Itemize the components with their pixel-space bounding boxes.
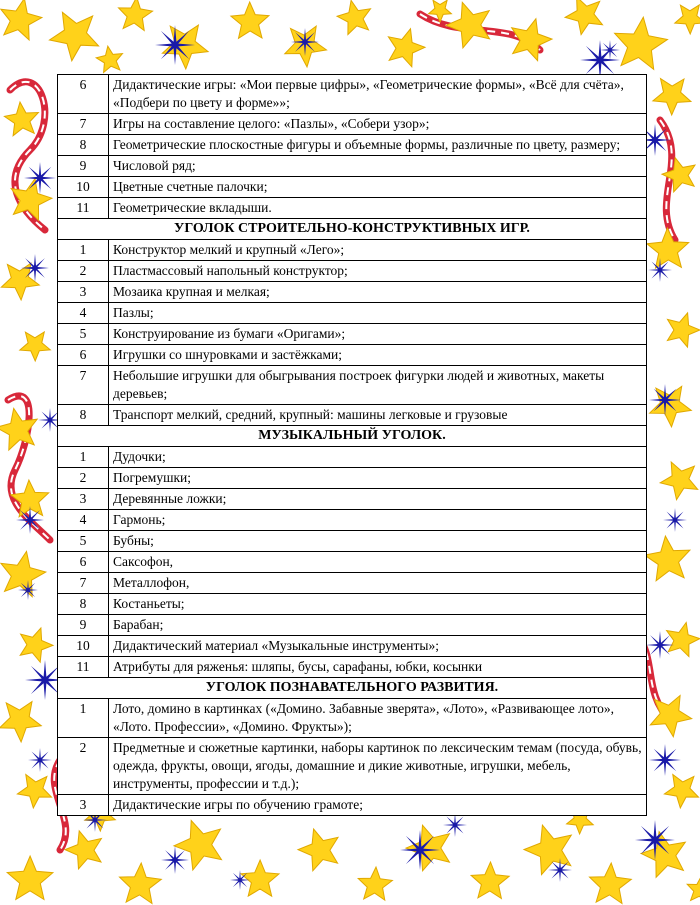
table-row [58,405,647,426]
item-text: Костаньеты; [109,594,647,615]
item-text: Бубны; [109,531,647,552]
item-text: Игры на составление целого: «Пазлы», «Собери узор»; [109,114,647,135]
gold-star-icon [615,17,668,69]
item-text: Игрушки со шнуровками и застёжками; [109,345,647,366]
table-row [58,345,647,366]
item-number: 1 [58,240,109,261]
gold-star-icon [50,12,99,61]
table-row [58,510,647,531]
item-number: 9 [58,156,109,177]
item-number: 9 [58,615,109,636]
blue-sparkle-icon [291,28,319,56]
item-text: Металлофон, [109,573,647,594]
item-text: Саксофон, [109,552,647,573]
item-number: 2 [58,468,109,489]
item-text: Пазлы; [109,303,647,324]
section-heading: УГОЛОК ПОЗНАВАТЕЛЬНОГО РАЗВИТИЯ. [58,678,647,699]
blue-sparkle-icon [548,858,572,882]
blue-sparkle-icon [24,162,56,194]
item-text: Небольшие игрушки для обыгрывания построек фигурки людей и животных, макеты деревьев; [109,366,647,405]
gold-star-icon [298,829,338,871]
table-row [58,573,647,594]
blue-sparkle-icon [16,506,44,534]
item-number: 5 [58,531,109,552]
gold-star-icon [162,25,208,69]
table-row [58,636,647,657]
inventory-table [57,74,647,816]
gold-star-icon [17,775,51,808]
item-number: 1 [58,447,109,468]
table-row [58,489,647,510]
table-row [58,177,647,198]
table-row [58,282,647,303]
blue-sparkle-icon [649,744,681,776]
gold-star-icon [524,825,571,875]
gold-star-icon [119,0,153,31]
table-row [58,531,647,552]
table-row [58,114,647,135]
section-heading-row [58,426,647,447]
gold-star-icon [565,0,602,35]
gold-star-icon [20,332,51,361]
gold-star-icon [406,825,449,871]
table-row [58,795,647,816]
gold-star-icon [231,2,269,38]
item-number: 1 [58,699,109,738]
item-text: Дидактические игры по обучению грамоте; [109,795,647,816]
gold-star-icon [650,696,691,737]
item-text: Дидактические игры: «Мои первые цифры», «Геометрические формы», «Всё для счёта», «Подбери по цвету и форме»»; [109,75,647,114]
item-text: Деревянные ложки; [109,489,647,510]
blue-sparkle-icon [646,631,674,659]
gold-star-icon [660,462,698,500]
section-heading-row [58,219,647,240]
section-heading: МУЗЫКАЛЬНЫЙ УГОЛОК. [58,426,647,447]
item-text: Пластмассовый напольный конструктор; [109,261,647,282]
gold-star-icon [664,775,698,808]
item-number: 10 [58,636,109,657]
item-number: 2 [58,738,109,795]
table-row [58,75,647,114]
blue-sparkle-icon [635,820,675,860]
item-number: 4 [58,303,109,324]
blue-sparkle-icon [663,508,687,532]
gold-star-icon [65,831,101,869]
item-text: Погремушки; [109,468,647,489]
item-text: Транспорт мелкий, средний, крупный: машины легковые и грузовые [109,405,647,426]
item-number: 3 [58,282,109,303]
blue-sparkle-icon [18,580,38,600]
item-number: 8 [58,135,109,156]
table-row [58,240,647,261]
item-number: 2 [58,261,109,282]
blue-sparkle-icon [28,748,52,772]
gold-star-icon [590,863,632,904]
section-heading: УГОЛОК СТРОИТЕЛЬНО-КОНСТРУКТИВНЫХ ИГР. [58,219,647,240]
table-row [58,594,647,615]
item-text: Числовой ряд; [109,156,647,177]
item-text: Конструирование из бумаги «Оригами»; [109,324,647,345]
gold-star-icon [667,623,700,657]
gold-star-icon [96,46,122,72]
table-row [58,135,647,156]
table-row [58,261,647,282]
table-row [58,156,647,177]
item-text: Геометрические вкладыши. [109,198,647,219]
blue-sparkle-icon [649,384,681,416]
gold-star-icon [120,863,162,904]
gold-star-icon [1,0,42,40]
item-text: Дудочки; [109,447,647,468]
item-number: 6 [58,75,109,114]
item-number: 7 [58,366,109,405]
item-text: Лото, домино в картинках («Домино. Забавные зверята», «Лото», «Развивающее лото», «Лото. Профессии», «Домино. Фрукты»); [109,699,647,738]
gold-star-icon [388,29,425,67]
gold-star-icon [174,821,222,871]
item-number: 6 [58,552,109,573]
gold-star-icon [641,832,685,878]
item-text: Гармонь; [109,510,647,531]
document-page [57,74,647,816]
table-row [58,552,647,573]
gold-star-icon [653,79,691,115]
gold-star-icon [20,628,53,662]
blue-sparkle-icon [443,813,467,837]
gold-star-icon [241,860,279,896]
gold-star-icon [0,702,41,742]
table-row [58,198,647,219]
table-row [58,657,647,678]
blue-sparkle-icon [161,846,189,874]
item-text: Цветные счетные палочки; [109,177,647,198]
item-text: Геометрические плоскостные фигуры и объемные формы, различные по цвету, размеру; [109,135,647,156]
blue-sparkle-icon [648,258,672,282]
table-row [58,615,647,636]
table-row [58,738,647,795]
gold-star-icon [7,856,53,900]
item-text: Конструктор мелкий и крупный «Лего»; [109,240,647,261]
blue-sparkle-icon [400,830,440,870]
table-row [58,447,647,468]
blue-sparkle-icon [21,254,49,282]
blue-sparkle-icon [600,40,620,60]
item-number: 7 [58,114,109,135]
item-number: 8 [58,405,109,426]
gold-star-icon [358,867,392,900]
table-row [58,699,647,738]
gold-star-icon [337,0,370,34]
item-text: Мозаика крупная и мелкая; [109,282,647,303]
item-number: 3 [58,489,109,510]
gold-star-icon [650,386,692,427]
item-number: 3 [58,795,109,816]
blue-sparkle-icon [155,25,195,65]
gold-star-icon [647,228,689,268]
item-number: 10 [58,177,109,198]
table-row [58,324,647,345]
gold-star-icon [471,862,509,899]
section-heading-row [58,678,647,699]
item-text: Предметные и сюжетные картинки, наборы картинок по лексическим темам (посуда, обувь, одежда, фрукты, овощи, ягоды, домашние и дикие животные, игрушки, мебель, инструменты, профессии и т.д.); [109,738,647,795]
item-number: 11 [58,657,109,678]
item-number: 5 [58,324,109,345]
gold-star-icon [446,2,490,48]
item-text: Дидактический материал «Музыкальные инструменты»; [109,636,647,657]
gold-star-icon [675,5,700,34]
table-row [58,303,647,324]
item-number: 8 [58,594,109,615]
gold-star-icon [4,102,38,136]
item-number: 4 [58,510,109,531]
table-row [58,366,647,405]
gold-star-icon [687,876,700,902]
table-row [58,468,647,489]
item-text: Атрибуты для ряженья: шляпы, бусы, сарафаны, юбки, косынки [109,657,647,678]
item-number: 11 [58,198,109,219]
item-number: 7 [58,573,109,594]
item-text: Барабан; [109,615,647,636]
gold-star-icon [645,536,690,581]
item-number: 6 [58,345,109,366]
blue-sparkle-icon [230,870,250,890]
gold-star-icon [667,313,700,347]
